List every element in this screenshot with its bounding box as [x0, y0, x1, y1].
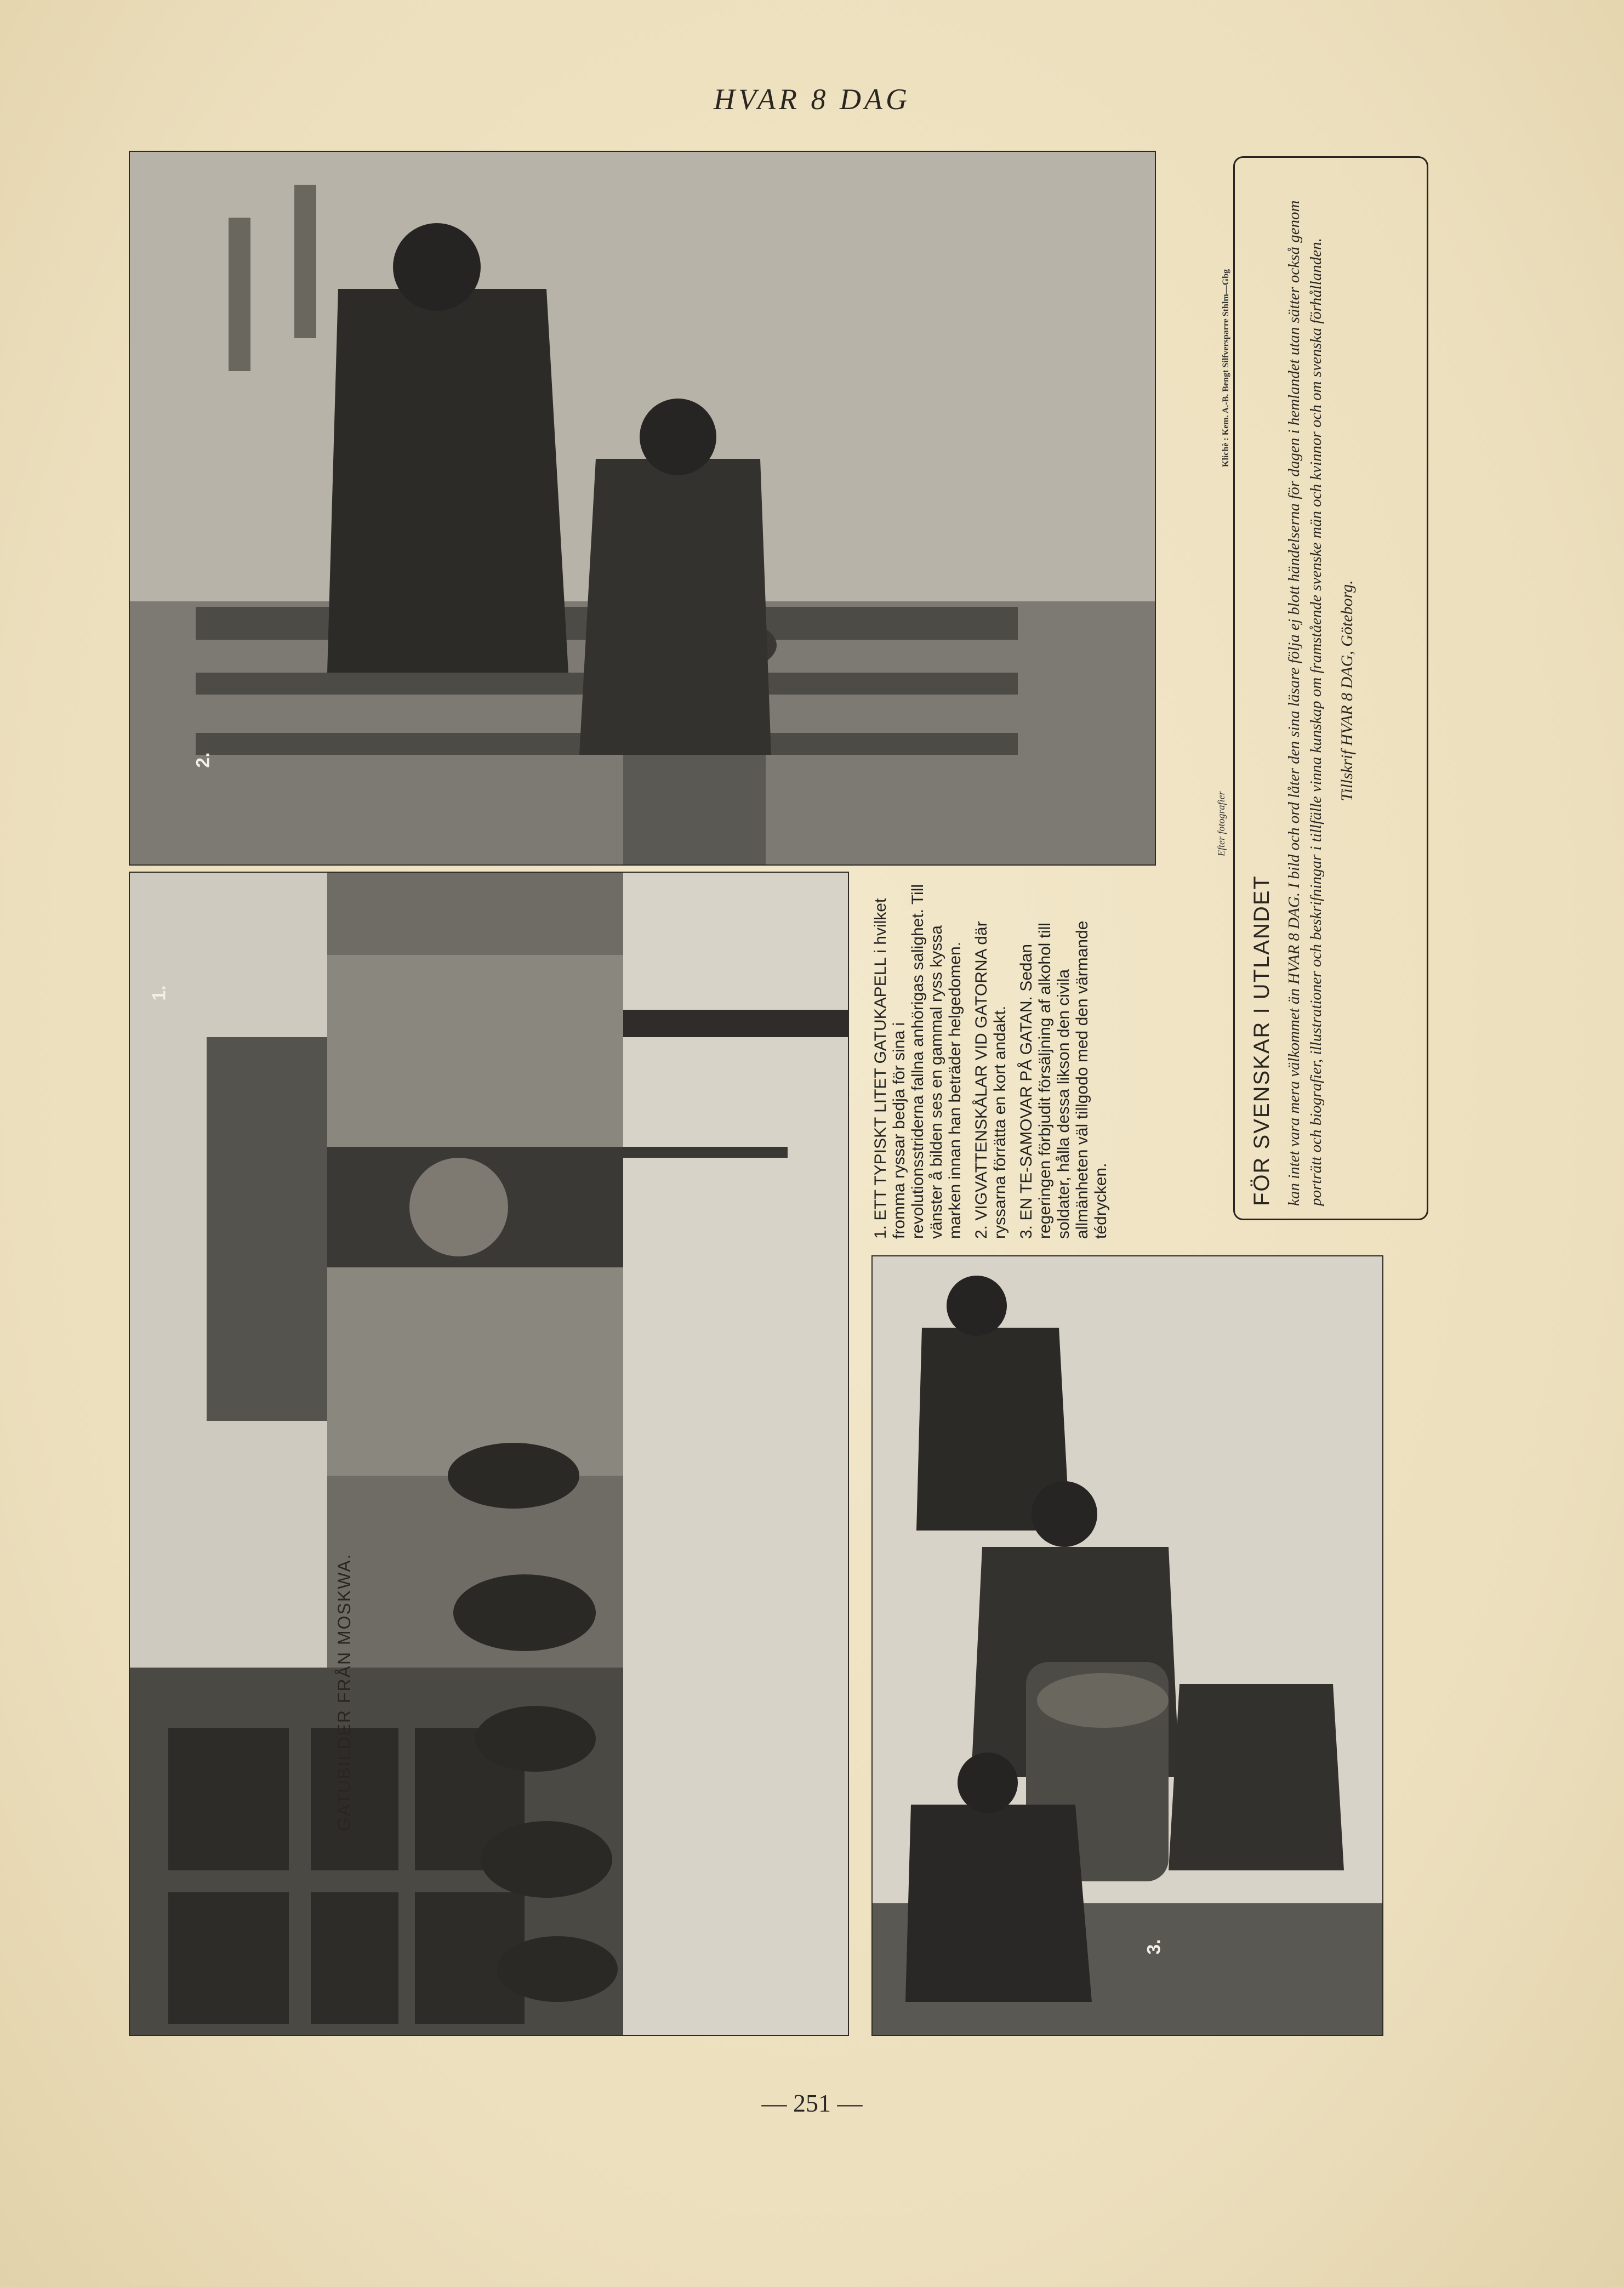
credit-cliches: Klichè : Kem. A.-B. Bengt Silfversparre Sthlm—Gbg — [1221, 269, 1230, 467]
photo-1-illustration — [130, 873, 848, 2035]
photo-3-number: 3. — [1143, 1939, 1165, 1955]
notice-content — [1250, 175, 1357, 1206]
photo-2-number: 2. — [192, 752, 214, 768]
notice-title: FÖR SVENSKAR I UTLANDET — [1250, 875, 1274, 1206]
photo-1-number: 1. — [149, 985, 170, 1001]
photo-holy-water-basin — [129, 151, 1156, 866]
photo-street-chapel — [129, 872, 849, 2036]
side-title: GATUBILDER FRÅN MOSKWA. — [334, 1553, 354, 1831]
photo-3-illustration — [873, 1256, 1382, 2035]
captions-block — [871, 883, 1110, 1239]
notice-subscribe: Tillskrif HVAR 8 DAG, Göteborg. — [1338, 580, 1356, 801]
caption-2: 2. VIGVATTENSKÅLAR VID GATORNA där ryssarna förrätta en kort andakt. — [972, 921, 1009, 1239]
photo-samovar — [871, 1255, 1383, 2036]
caption-3: 3. EN TE-SAMOVAR PÅ GATAN. Sedan regeringen förbjudit försäljning af alkohol till soldater, hålla dessa likson den civila allmänheten väl tillgodo med den värmande tédrycken. — [1017, 920, 1110, 1239]
page-header: HVAR 8 DAG — [714, 83, 910, 116]
photo-2-illustration — [130, 152, 1155, 864]
page-number: — 251 — — [761, 2089, 863, 2117]
credit-photos: Efter fotografier — [1216, 791, 1227, 856]
caption-1: 1. ETT TYPISKT LITET GATUKAPELL i hvilket fromma ryssar bedja för sina i revolutionsstriderna fallna anhörigas salighet. Till vänster å bilden ses en gammal ryss kyssa marken innan han beträder helgedomen. — [871, 884, 964, 1239]
notice-body: kan intet vara mera välkommet än HVAR 8 DAG. I bild och ord låter den sina läsare följa ej blott händelserna för dagen i hemlandet utan sätter också genom porträtt och biografier, illustrationer och beskrifningar i tillfälle vinna kunskap om framstående svenske män och kvinnor och om svenska förhållanden. — [1285, 200, 1325, 1206]
